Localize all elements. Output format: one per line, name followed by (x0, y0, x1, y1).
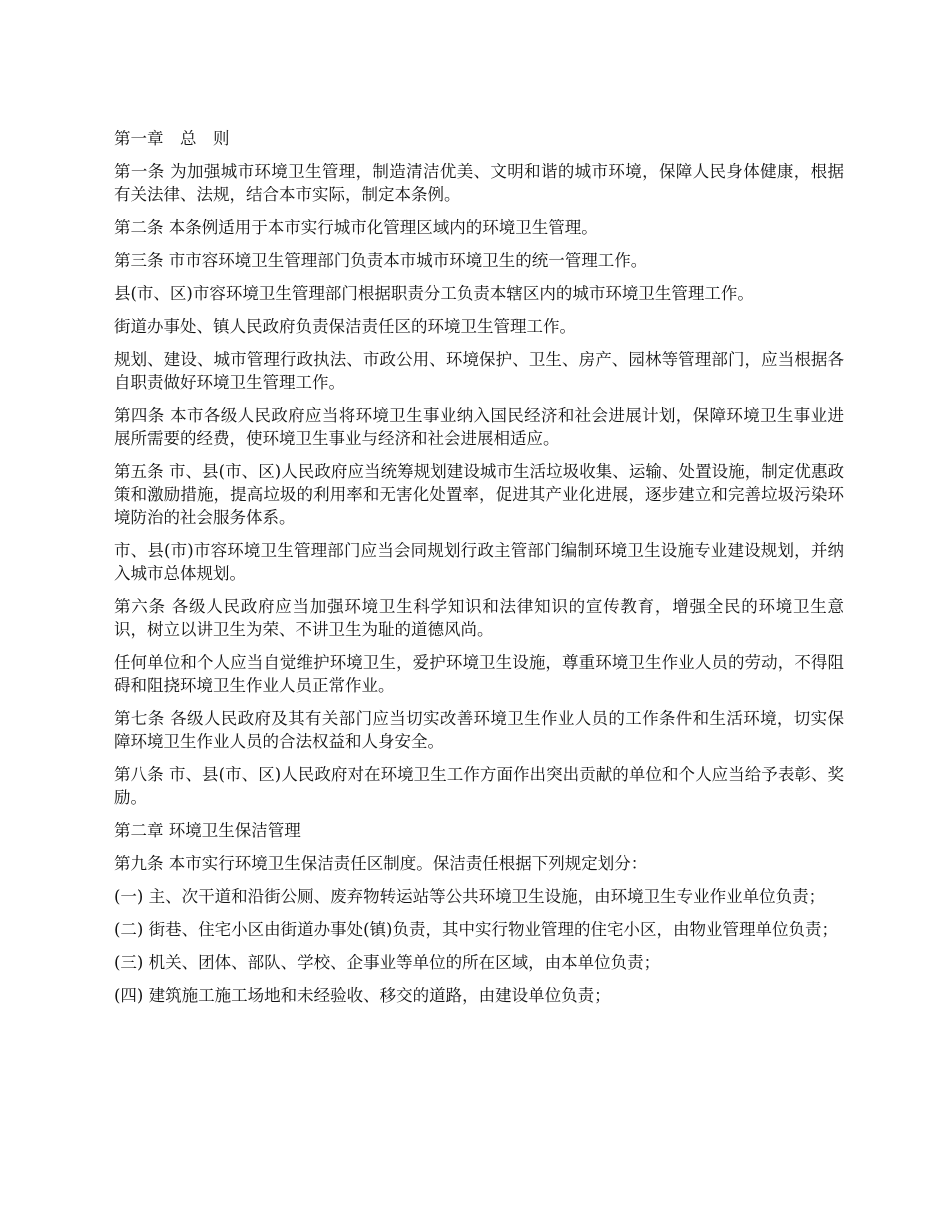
list-item: (四) 建筑施工施工场地和未经验收、移交的道路，由建设单位负责； (114, 986, 611, 1005)
paragraph: 第二条 本条例适用于本市实行城市化管理区域内的环境卫生管理。 (114, 218, 598, 237)
chapter-heading: 第一章 总 则 (114, 129, 230, 148)
paragraph: 市、县(市)市容环境卫生管理部门应当会同规划行政主管部门编制环境卫生设施专业建设规划，并纳入城市总体规划。 (114, 541, 844, 583)
paragraph: 第九条 本市实行环境卫生保洁责任区制度。保洁责任根据下列规定划分： (114, 854, 648, 873)
paragraph: 第八条 市、县(市、区)人民政府对在环境卫生工作方面作出突出贡献的单位和个人应当给予表彰、奖励。 (114, 765, 844, 807)
paragraph: 第七条 各级人民政府及其有关部门应当切实改善环境卫生作业人员的工作条件和生活环境，切实保障环境卫生作业人员的合法权益和人身安全。 (114, 709, 844, 751)
list-item: (二) 街巷、住宅小区由街道办事处(镇)负责，其中实行物业管理的住宅小区，由物业管理单位负责； (114, 920, 838, 939)
list-item: (一) 主、次干道和沿街公厕、废弃物转运站等公共环境卫生设施，由环境卫生专业作业单位负责； (114, 887, 826, 906)
paragraph: 第一条 为加强城市环境卫生管理，制造清洁优美、文明和谐的城市环境，保障人民身体健康，根据有关法律、法规，结合本市实际，制定本条例。 (114, 162, 844, 204)
list-item: (三) 机关、团体、部队、学校、企事业等单位的所在区域，由本单位负责； (114, 953, 661, 972)
chapter-heading: 第二章 环境卫生保洁管理 (114, 821, 301, 840)
paragraph: 街道办事处、镇人民政府负责保洁责任区的环境卫生管理工作。 (114, 317, 576, 336)
paragraph: 第六条 各级人民政府应当加强环境卫生科学知识和法律知识的宣传教育，增强全民的环境卫生意识，树立以讲卫生为荣、不讲卫生为耻的道德风尚。 (114, 597, 844, 639)
paragraph: 第四条 本市各级人民政府应当将环境卫生事业纳入国民经济和社会进展计划，保障环境卫生事业进展所需要的经费，使环境卫生事业与经济和社会进展相适应。 (114, 406, 844, 448)
paragraph: 第五条 市、县(市、区)人民政府应当统筹规划建设城市生活垃圾收集、运输、处置设施，制定优惠政策和激励措施，提高垃圾的利用率和无害化处置率，促进其产业化进展，逐步建立和完善垃圾污染环境防治的社会服务体系。 (114, 462, 844, 527)
paragraph: 规划、建设、城市管理行政执法、市政公用、环境保护、卫生、房产、园林等管理部门，应当根据各自职责做好环境卫生管理工作。 (114, 350, 844, 392)
paragraph: 任何单位和个人应当自觉维护环境卫生，爱护环境卫生设施，尊重环境卫生作业人员的劳动，不得阻碍和阻挠环境卫生作业人员正常作业。 (114, 653, 844, 695)
paragraph: 第三条 市市容环境卫生管理部门负责本市城市环境卫生的统一管理工作。 (114, 251, 648, 270)
paragraph: 县(市、区)市容环境卫生管理部门根据职责分工负责本辖区内的城市环境卫生管理工作。 (114, 284, 754, 303)
document-page (114, 127, 844, 1017)
